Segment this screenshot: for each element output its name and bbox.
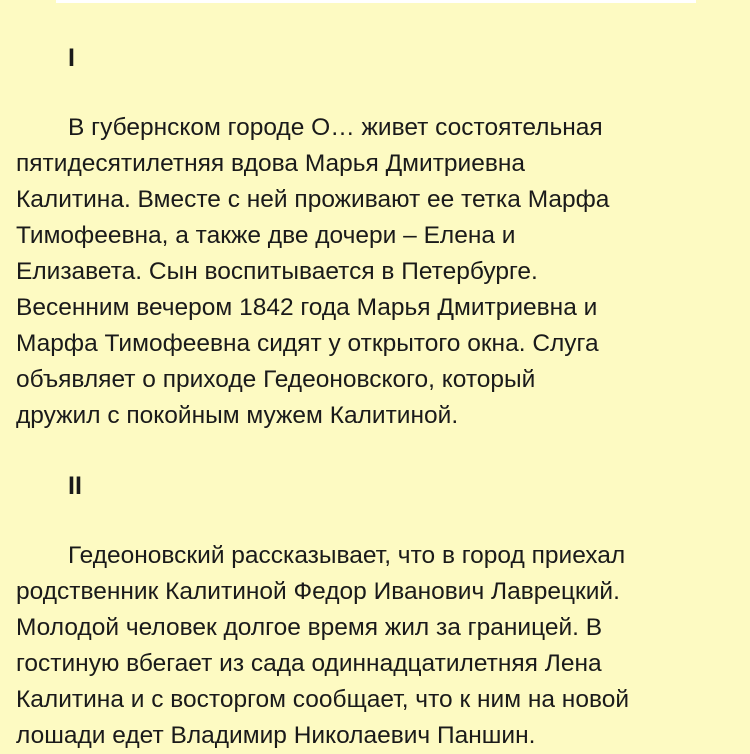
chapter-heading-2: II bbox=[68, 472, 82, 500]
top-divider bbox=[56, 0, 696, 3]
chapter-heading-1: I bbox=[68, 44, 75, 72]
chapter-paragraph-1: В губернском городе О… живет состоятельная пятидесятилетняя вдова Марья Дмитриевна Калитина. Вместе с ней проживают ее тетка Марфа Тимофеевна, а также две дочери – Елена и Елизавета. Сын воспитывается в Петербурге. Весенним вечером 1842 года Марья Дмитриевна и Марфа Тимофеевна сидят у открытого окна. Слуга объявляет о приходе Гедеоновского, который дружил с покойным мужем Калитиной. bbox=[16, 114, 610, 429]
text-content bbox=[16, 40, 738, 754]
chapter-paragraph-2: Гедеоновский рассказывает, что в город приехал родственник Калитиной Федор Иванович Лаврецкий. Молодой человек долгое время жил за границей. В гостиную вбегает из сада одиннадцатилетняя Лена Калитина и с восторгом сообщает, что к ним на новой лошади едет Владимир Николаевич Паншин. bbox=[16, 542, 630, 749]
